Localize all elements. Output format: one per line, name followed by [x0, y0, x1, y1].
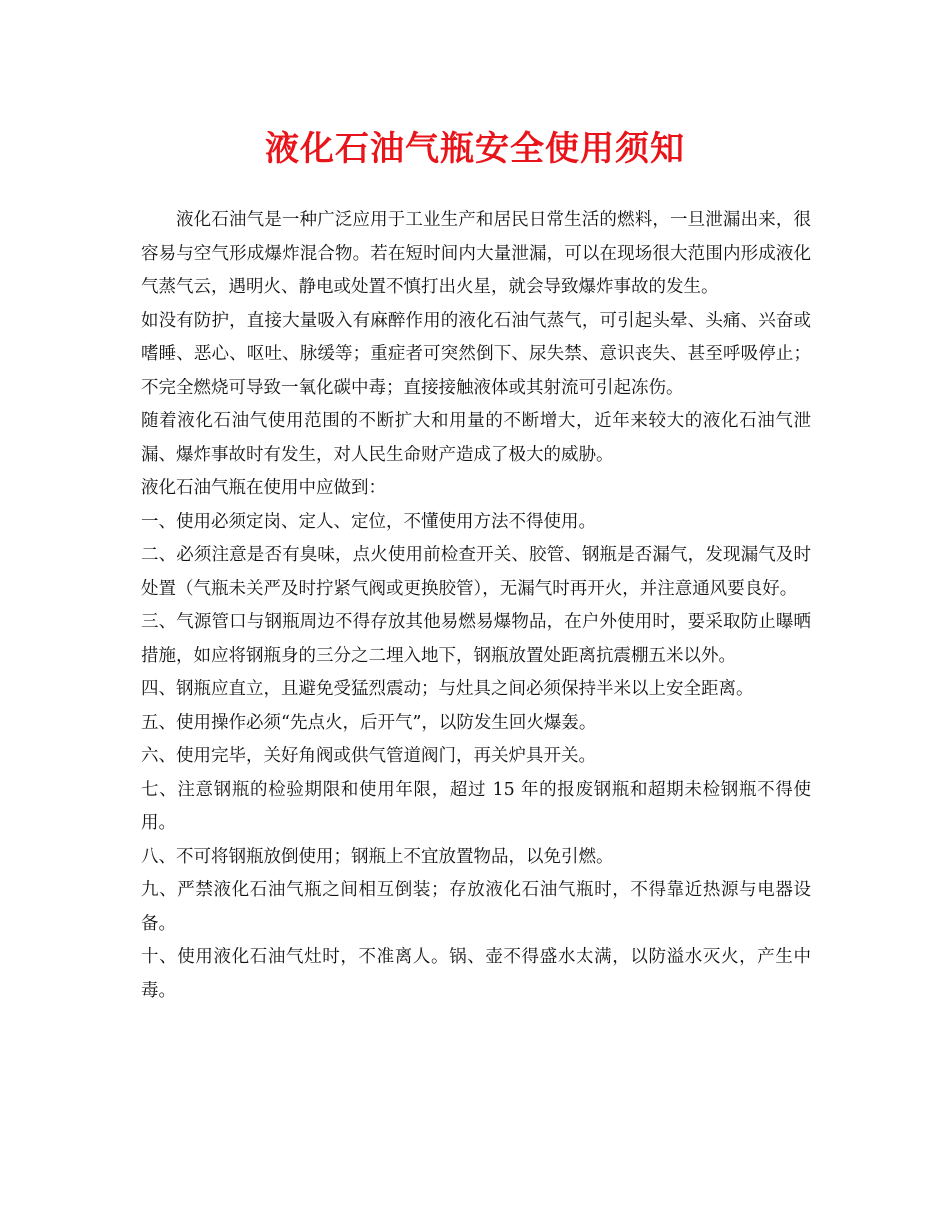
document-title: 液化石油气瓶安全使用须知: [265, 129, 685, 169]
rule-item-1: 一、使用必须定岗、定人、定位，不懂使用方法不得使用。: [141, 511, 596, 532]
rule-item-5: 五、使用操作必须“先点火，后开气”，以防发生回火爆轰。: [141, 712, 597, 733]
intro-paragraph: 液化石油气是一种广泛应用于工业生产和居民日常生活的燃料，一旦泄漏出来，很容易与空气形成爆炸混合物。若在短时间内大量泄漏，可以在现场很大范围内形成液化气蒸气云，遇明火、静电或处置不慎打出火星，就会导致爆炸事故的发生。: [141, 210, 811, 297]
rule-item-8: 八、不可将钢瓶放倒使用；钢瓶上不宜放置物品，以免引燃。: [141, 846, 614, 867]
rule-item-2: 二、必须注意是否有臭味，点火使用前检查开关、胶管、钢瓶是否漏气，发现漏气及时处置（气瓶未关严及时拧紧气阀或更换胶管），无漏气时再开火，并注意通风要良好。: [141, 545, 811, 599]
rule-item-10: 十、使用液化石油气灶时，不准离人。锅、壶不得盛水太满，以防溢水灭火，产生中毒。: [141, 947, 811, 1001]
health-hazard-paragraph: 如没有防护，直接大量吸入有麻醉作用的液化石油气蒸气，可引起头晕、头痛、兴奋或嗜睡、恶心、呕吐、脉缓等；重症者可突然倒下、尿失禁、意识丧失、甚至呼吸停止；不完全燃烧可导致一氧化碳中毒；直接接触液体或其射流可引起冻伤。: [141, 310, 811, 398]
rule-item-4: 四、钢瓶应直立，且避免受猛烈震动；与灶具之间必须保持半米以上安全距离。: [141, 679, 754, 699]
rule-item-6: 六、使用完毕，关好角阀或供气管道阀门，再关炉具开关。: [141, 746, 596, 766]
document-body: [141, 204, 811, 1008]
rule-item-3: 三、气源管口与钢瓶周边不得存放其他易燃易爆物品，在户外使用时，要采取防止曝晒措施，如应将钢瓶身的三分之二埋入地下，钢瓶放置处距离抗震棚五米以外。: [141, 612, 811, 666]
accident-trend-paragraph: 随着液化石油气使用范围的不断扩大和用量的不断增大，近年来较大的液化石油气泄漏、爆炸事故时有发生，对人民生命财产造成了极大的威胁。: [141, 411, 811, 465]
rule-item-9: 九、严禁液化石油气瓶之间相互倒装；存放液化石油气瓶时，不得靠近热源与电器设备。: [141, 880, 811, 934]
rule-item-7: 七、注意钢瓶的检验期限和使用年限，超过 15 年的报废钢瓶和超期未检钢瓶不得使用。: [141, 779, 811, 833]
rules-intro-paragraph: 液化石油气瓶在使用中应做到：: [141, 478, 386, 498]
